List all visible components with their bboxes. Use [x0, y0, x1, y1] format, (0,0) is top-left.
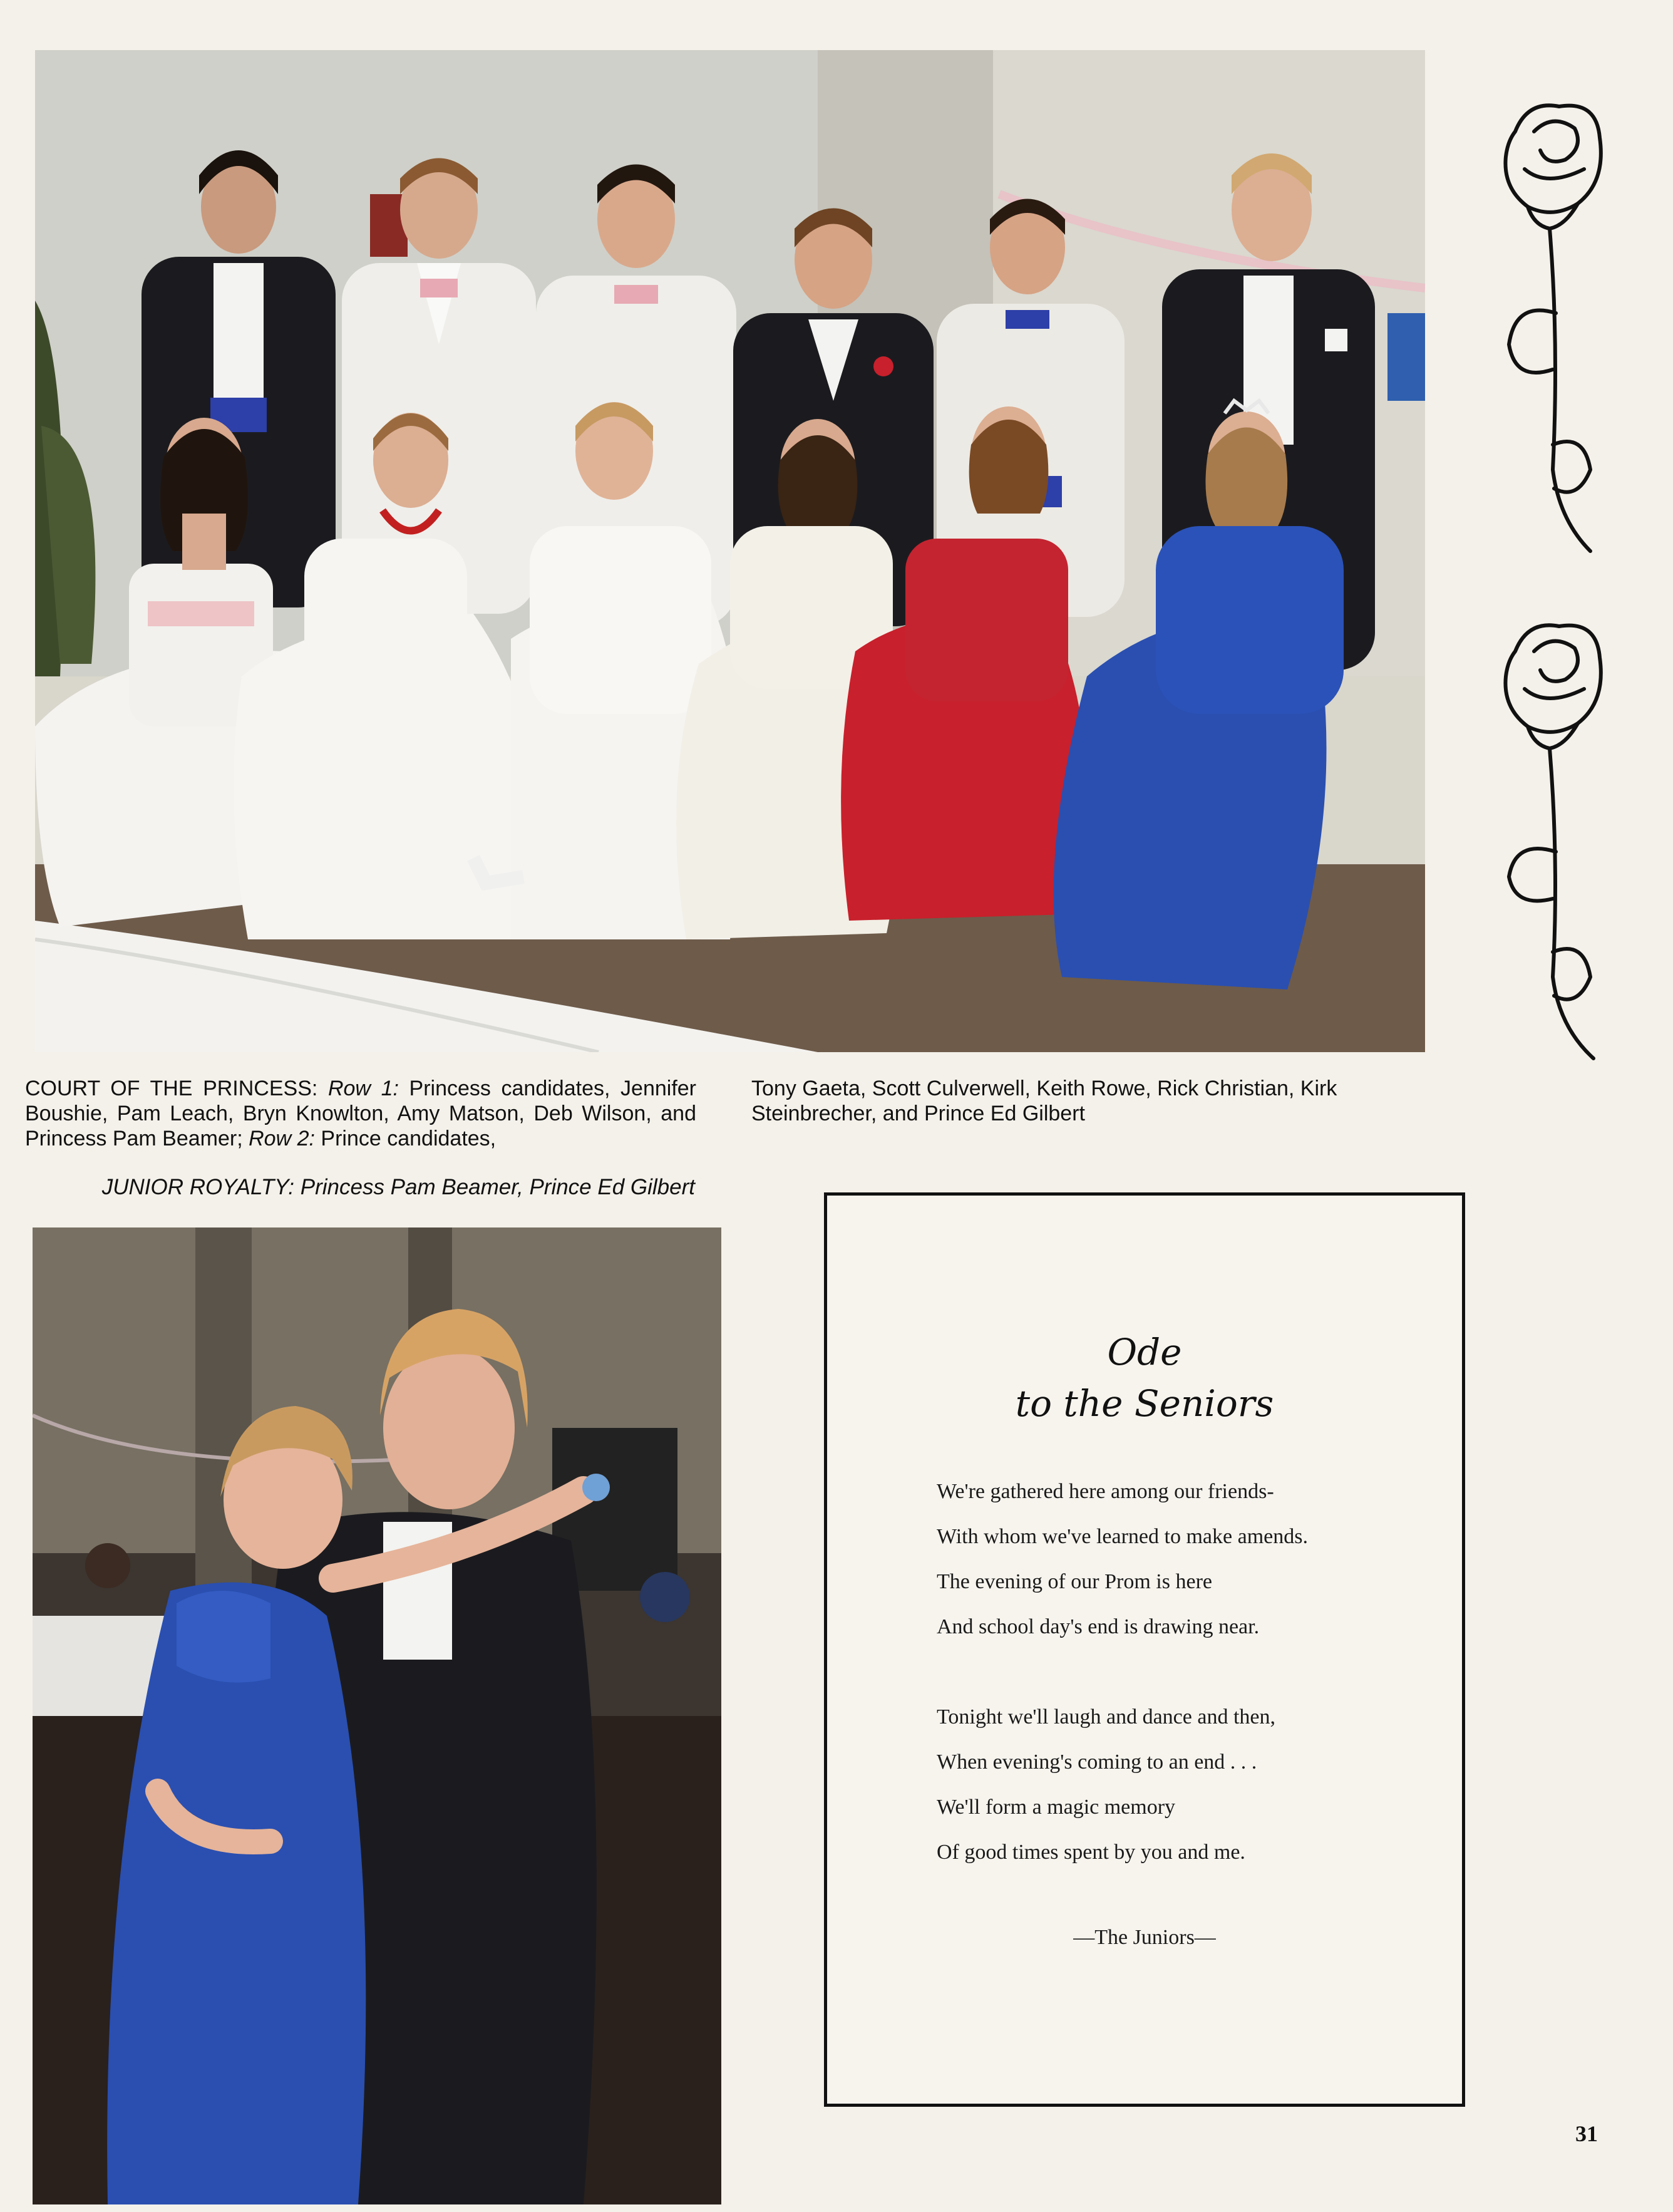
row1-label: Row 1:	[327, 1077, 399, 1100]
page-number: 31	[1575, 2121, 1598, 2146]
poem-line: The evening of our Prom is here	[937, 1570, 1212, 1593]
court-caption	[25, 1076, 696, 1151]
rose-illustration-bottom	[1490, 614, 1615, 1065]
poem-line: Tonight we'll laugh and dance and then,	[937, 1705, 1275, 1729]
junior-royalty-caption: JUNIOR ROYALTY: Princess Pam Beamer, Prince Ed Gilbert	[101, 1175, 695, 1199]
row1-text: Princess candidates, Jennifer Boushie, Pam Leach, Bryn Knowlton, Amy Matson, Deb Wilson, and Princess Pam Beamer;	[25, 1077, 696, 1150]
poem-line: With whom we've learned to make amends.	[937, 1525, 1308, 1548]
poem-line: We'll form a magic memory	[937, 1796, 1176, 1819]
poem-title-line1: Ode	[1107, 1331, 1182, 1373]
group-photo	[35, 50, 1425, 1052]
poem-box	[824, 1192, 1465, 2107]
poem-line: Of good times spent by you and me.	[937, 1841, 1245, 1864]
poem-line: When evening's coming to an end . . .	[937, 1750, 1257, 1774]
poem-line: We're gathered here among our friends-	[937, 1480, 1274, 1503]
court-caption-continued: Tony Gaeta, Scott Culverwell, Keith Rowe, Rick Christian, Kirk Steinbrecher, and Prince Ed Gilbert	[751, 1077, 1337, 1125]
rose-illustration-top	[1490, 94, 1615, 557]
poem-line: And school day's end is drawing near.	[937, 1615, 1260, 1638]
poem-title-line2: to the Seniors	[1015, 1382, 1274, 1425]
row2-text: Prince candidates,	[321, 1127, 497, 1150]
dance-photo	[33, 1227, 721, 2204]
court-caption-label: COURT OF THE PRINCESS:	[25, 1077, 318, 1100]
row2-label: Row 2:	[249, 1127, 315, 1150]
poem-signature: —The Juniors—	[1073, 1926, 1216, 1949]
